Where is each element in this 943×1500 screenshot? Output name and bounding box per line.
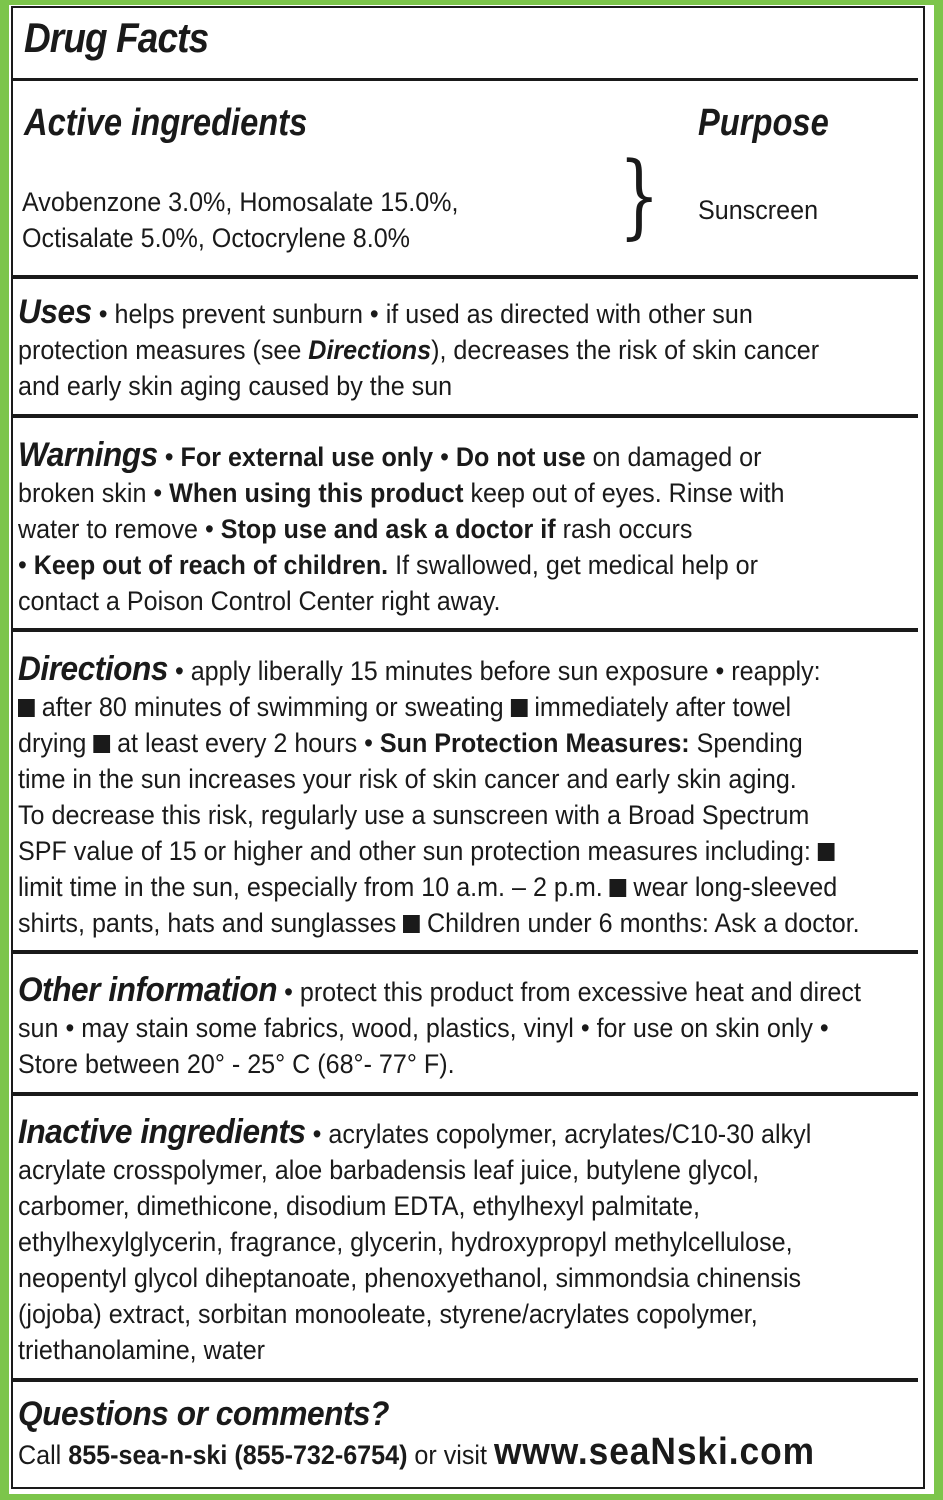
bullet-square-icon [818,843,835,861]
questions-call: Call [18,1440,69,1470]
inactive-line-2: acrylate crosspolymer, aloe barbadensis leaf juice, butylene glycol, [18,1155,760,1185]
directions-line-5: To decrease this risk, regularly use a sunscreen with a Broad Spectrum [18,800,810,830]
other-line-1: • protect this product from excessive heat and direct [277,977,861,1007]
other-line-2: sun • may stain some fabrics, wood, plastics, vinyl • for use on skin only • [18,1013,829,1043]
inactive-line-3: carbomer, dimethicone, disodium EDTA, ethylhexyl palmitate, [18,1191,700,1221]
questions-heading: Questions or comments? [18,1395,390,1433]
rule-other [12,1092,918,1096]
directions-section [18,651,860,941]
inactive-ingredients-section [18,1114,811,1368]
directions-line-1: • apply liberally 15 minutes before sun exposure • reapply: [167,656,821,686]
uses-directions-ref: Directions [308,335,432,365]
warnings-sep: • [157,442,181,472]
directions-line-4: time in the sun increases your risk of skin cancer and early skin aging. [18,764,797,794]
sun-protection-measures: Sun Protection Measures: [379,728,690,758]
other-info-heading: Other information [18,971,278,1009]
warnings-stop-use: Stop use and ask a doctor if [220,514,556,544]
active-ingredients-heading: Active ingredients [24,102,308,144]
questions-or-visit: or visit [407,1440,494,1470]
warnings-when-using: When using this product [169,478,464,508]
bullet-square-icon [403,915,420,933]
warnings-line-1-end: on damaged or [585,442,762,472]
uses-line-2c: ), decreases the risk of skin cancer [431,335,820,365]
active-ingredients-list [22,184,458,256]
rule-inactive [12,1378,918,1382]
directions-line-3a: drying [18,728,94,758]
brace-icon: } [618,142,660,249]
inactive-line-1: • acrylates copolymer, acrylates/C10-30 alkyl [305,1119,812,1149]
rule-title [12,78,918,81]
purpose-value: Sunscreen [698,195,819,225]
uses-heading: Uses [18,293,92,331]
uses-line-2a: protection measures (see [18,335,309,365]
warnings-line-3a: water to remove • [18,514,221,544]
directions-line-2a: after 80 minutes of swimming or sweating [34,692,511,722]
other-line-3: Store between 20° - 25° C (68°- 77° F). [18,1049,455,1079]
rule-active [12,275,918,279]
rule-uses [12,414,918,418]
website-link[interactable]: www.seaNski.com [493,1431,815,1473]
bullet-square-icon [18,699,35,717]
warnings-line-3c: rash occurs [555,514,693,544]
directions-line-2b: immediately after towel [527,692,792,722]
other-info-section [18,972,861,1082]
panel-title: Drug Facts [24,14,209,61]
rule-directions [12,950,918,954]
warnings-line-4c: If swallowed, get medical help or [388,550,759,580]
inactive-line-6: (jojoba) extract, sorbitan monooleate, styrene/acrylates copolymer, [18,1299,758,1329]
inactive-heading: Inactive ingredients [18,1113,306,1151]
uses-line-3: and early skin aging caused by the sun [18,371,453,401]
purpose-heading: Purpose [698,102,829,144]
bullet-square-icon [610,879,627,897]
bullet-square-icon [93,735,110,753]
directions-line-6: SPF value of 15 or higher and other sun protection measures including: [18,836,818,866]
warnings-section [18,437,785,619]
inactive-line-5: neopentyl glycol diheptanoate, phenoxyethanol, simmondsia chinensis [18,1263,802,1293]
warnings-line-4a: • [18,550,34,580]
inactive-line-7: triethanolamine, water [18,1335,266,1365]
warnings-keep-out: Keep out of reach of children. [33,550,389,580]
directions-line-8a: shirts, pants, hats and sunglasses [18,908,404,938]
directions-heading: Directions [18,650,168,688]
active-line-2: Octisalate 5.0%, Octocrylene 8.0% [22,223,410,253]
questions-section [18,1396,815,1473]
warnings-line-5: contact a Poison Control Center right away. [18,586,501,616]
warnings-line-2a: broken skin • [18,478,170,508]
bullet-square-icon [511,699,528,717]
active-line-1: Avobenzone 3.0%, Homosalate 15.0%, [22,187,459,217]
warnings-sep-2: • [433,442,456,472]
uses-line-1: • helps prevent sunburn • if used as directed with other sun [91,299,753,329]
phone-number[interactable]: 855-sea-n-ski (855-732-6754) [68,1440,408,1470]
directions-line-3b: at least every 2 hours • [110,728,380,758]
warnings-line-2c: keep out of eyes. Rinse with [463,478,785,508]
directions-line-7a: limit time in the sun, especially from 10 a.m. – 2 p.m. [18,872,610,902]
directions-line-3d: Spending [689,728,803,758]
inactive-line-4: ethylhexylglycerin, fragrance, glycerin, hydroxypropyl methylcellulose, [18,1227,793,1257]
uses-section [18,294,819,404]
rule-warnings [12,628,918,632]
warnings-do-not-use: Do not use [455,442,586,472]
warnings-heading: Warnings [18,436,158,474]
directions-line-8b: Children under 6 months: Ask a doctor. [419,908,860,938]
warnings-external-use: For external use only [180,442,434,472]
directions-line-7b: wear long-sleeved [626,872,838,902]
